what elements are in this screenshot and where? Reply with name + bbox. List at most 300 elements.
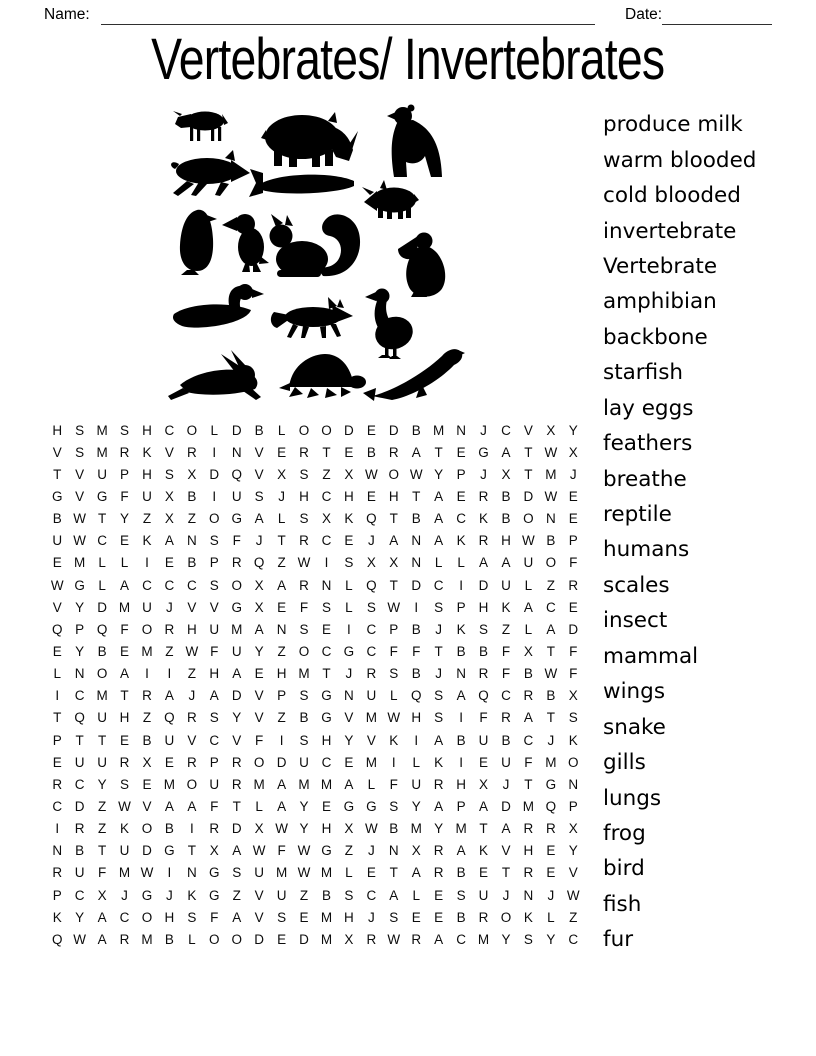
grid-letter: N [231,444,242,460]
word-list-item: invertebrate [603,218,737,244]
grid-letter: W [387,599,401,615]
grid-letter: T [389,865,398,881]
grid-letter: Y [568,843,578,859]
grid-letter: Z [165,643,174,659]
grid-letter: B [479,643,489,659]
grid-letter: K [434,754,444,770]
grid-letter: V [523,422,533,438]
grid-letter: A [120,666,130,682]
word-search-grid [46,419,585,950]
grid-letter: I [459,577,463,593]
grid-letter: I [212,488,217,504]
grid-letter: S [321,599,331,615]
grid-letter: W [409,466,423,482]
grid-letter: C [119,909,130,925]
grid-letter: M [118,865,131,881]
grid-letter: V [187,599,197,615]
grid-letter: I [279,732,284,748]
grid-letter: E [142,776,152,792]
grid-letter: R [411,931,422,947]
grid-letter: E [344,444,354,460]
grid-letter: A [434,511,444,527]
grid-letter: V [501,843,511,859]
word-list [603,107,756,958]
grid-letter: B [164,821,174,837]
grid-letter: I [167,865,172,881]
word-list-item: snake [603,714,666,740]
grid-letter: E [366,865,376,881]
grid-letter: F [277,843,286,859]
grid-letter: F [210,798,219,814]
grid-letter: P [568,533,578,549]
grid-letter: F [389,776,398,792]
grid-letter: E [321,798,331,814]
grid-letter: E [52,555,62,571]
grid-letter: L [188,931,196,947]
grid-letter: F [232,533,241,549]
grid-letter: U [142,599,152,615]
grid-letter: I [391,754,396,770]
grid-letter: F [501,643,511,659]
grid-letter: T [546,710,555,726]
grid-letter: S [164,466,174,482]
grid-letter: S [299,732,309,748]
grid-letter: M [141,643,153,659]
grid-letter: O [298,422,310,438]
grid-letter: I [212,444,217,460]
grid-letter: D [231,688,242,704]
grid-letter: A [389,887,399,903]
grid-letter: W [73,931,87,947]
grid-letter: E [277,599,287,615]
grid-letter: C [97,533,107,549]
grid-letter: Q [366,511,377,527]
grid-letter: Y [75,599,85,615]
grid-letter: A [501,555,511,571]
grid-letter: W [544,488,558,504]
grid-letter: T [322,666,331,682]
grid-letter: N [186,533,197,549]
grid-letter: R [478,909,489,925]
grid-letter: C [74,688,85,704]
grid-letter: F [120,621,129,637]
grid-letter: E [277,931,287,947]
grid-letter: H [523,843,534,859]
word-list-item: starfish [603,360,684,386]
grid-letter: U [97,466,107,482]
grid-letter: O [545,555,557,571]
grid-letter: U [97,710,107,726]
grid-letter: Q [96,621,108,637]
grid-letter: A [479,798,489,814]
grid-letter: A [434,732,444,748]
grid-letter: P [456,798,466,814]
grid-letter: F [524,754,533,770]
grid-letter: F [412,643,421,659]
grid-letter: S [344,555,354,571]
grid-letter: G [321,843,332,859]
grid-letter: T [75,732,84,748]
grid-letter: Y [120,511,130,527]
grid-letter: W [364,466,378,482]
grid-letter: J [480,422,487,438]
grid-letter: B [366,444,376,460]
grid-letter: Z [344,843,354,859]
grid-letter: T [546,643,555,659]
grid-letter: B [501,511,511,527]
grid-letter: H [478,599,489,615]
grid-letter: E [164,555,174,571]
grid-letter: Z [322,466,331,482]
grid-letter: Y [568,422,578,438]
grid-letter: A [501,444,511,460]
grid-letter: J [166,887,173,903]
grid-letter: O [298,643,310,659]
grid-letter: Y [299,821,309,837]
grid-letter: E [344,533,354,549]
grid-letter: K [187,887,197,903]
grid-letter: D [388,422,399,438]
grid-letter: R [186,710,197,726]
grid-letter: C [501,688,511,704]
grid-letter: G [96,488,108,504]
grid-letter: S [434,688,444,704]
grid-letter: M [231,621,243,637]
grid-letter: Q [164,710,175,726]
grid-letter: G [231,599,242,615]
grid-letter: B [456,732,466,748]
grid-letter: A [456,688,466,704]
grid-letter: K [479,511,489,527]
grid-letter: O [500,909,512,925]
grid-letter: O [231,577,242,593]
grid-letter: V [254,909,264,925]
grid-letter: T [232,798,241,814]
grid-letter: K [568,732,578,748]
word-list-item: breathe [603,466,687,492]
grid-letter: V [344,710,354,726]
grid-letter: N [388,843,399,859]
grid-letter: O [388,466,400,482]
turtle-icon [279,354,366,398]
grid-letter: X [479,776,489,792]
grid-letter: S [299,621,309,637]
grid-letter: F [569,666,578,682]
grid-letter: F [255,732,264,748]
grid-letter: O [523,511,534,527]
grid-letter: N [276,621,287,637]
grid-letter: X [568,444,578,460]
grid-letter: A [389,533,399,549]
grid-letter: R [231,776,242,792]
rhinoceros-icon [261,112,358,167]
grid-letter: W [185,643,199,659]
grid-letter: D [231,422,242,438]
grid-letter: T [434,643,443,659]
grid-letter: A [434,798,444,814]
grid-letter: S [389,666,399,682]
grid-letter: W [73,511,87,527]
grid-letter: E [568,488,578,504]
grid-letter: U [501,577,511,593]
grid-letter: O [141,821,153,837]
grid-letter: S [254,488,264,504]
grid-letter: T [412,488,421,504]
grid-letter: Z [142,511,152,527]
grid-letter: B [411,666,421,682]
grid-letter: B [411,511,421,527]
grid-letter: W [140,865,154,881]
grid-letter: J [255,533,263,549]
grid-letter: O [141,621,153,637]
grid-letter: W [387,710,401,726]
grid-letter: P [75,621,85,637]
grid-letter: G [343,798,355,814]
grid-letter: X [254,599,264,615]
grid-letter: C [366,621,377,637]
grid-letter: K [52,909,62,925]
grid-letter: Q [51,621,63,637]
grid-letter: M [545,754,557,770]
seal-icon [363,349,465,401]
grid-letter: M [477,931,490,947]
grid-letter: F [569,643,578,659]
grid-letter: T [524,444,533,460]
grid-letter: Y [75,909,85,925]
grid-letter: L [277,422,286,438]
date-blank-line [662,8,772,25]
grid-letter: F [569,555,578,571]
grid-letter: Z [299,887,309,903]
grid-letter: E [52,754,62,770]
grid-letter: V [254,887,264,903]
grid-letter: X [344,466,354,482]
grid-letter: V [254,710,264,726]
grid-letter: Z [97,821,107,837]
word-list-item: bird [603,856,645,882]
cow-icon [173,111,228,141]
word-list-item: scales [603,572,670,598]
grid-letter: H [411,710,422,726]
grid-letter: S [120,422,130,438]
grid-letter: D [142,843,152,859]
grid-letter: R [299,444,309,460]
grid-letter: Z [501,621,511,637]
grid-letter: I [414,599,419,615]
grid-letter: F [210,643,219,659]
grid-letter: V [52,599,62,615]
grid-letter: O [96,666,108,682]
grid-letter: A [277,798,287,814]
grid-letter: W [275,821,288,837]
grid-letter: L [345,577,353,593]
grid-letter: M [275,865,288,881]
grid-letter: A [97,931,107,947]
grid-letter: N [523,887,534,903]
grid-letter: Z [277,710,286,726]
grid-letter: P [456,599,466,615]
grid-letter: P [389,621,399,637]
grid-letter: P [456,466,466,482]
grid-letter: E [456,488,466,504]
grid-letter: W [297,555,311,571]
grid-letter: Y [501,931,511,947]
grid-letter: K [344,511,354,527]
animal-silhouettes-illustration [165,100,565,412]
grid-letter: E [164,754,174,770]
rhino-calf-icon [362,180,419,219]
grid-letter: E [254,666,264,682]
grid-letter: P [52,732,62,748]
grid-letter: W [73,533,87,549]
grid-letter: C [74,887,85,903]
grid-letter: D [231,821,242,837]
grid-letter: S [75,444,85,460]
grid-letter: A [254,621,264,637]
grid-letter: M [253,776,265,792]
grid-letter: V [75,488,85,504]
grid-letter: J [502,776,510,792]
grid-letter: I [347,621,351,637]
grid-letter: B [546,688,556,704]
grid-letter: X [254,577,264,593]
grid-letter: R [142,688,152,704]
swimming-duck-icon [173,284,264,328]
grid-letter: W [252,843,266,859]
name-label: Name: [44,6,90,23]
grid-letter: L [53,666,61,682]
grid-letter: E [568,511,578,527]
grid-letter: S [209,577,219,593]
grid-letter: V [187,732,197,748]
grid-letter: U [501,754,511,770]
grid-letter: L [524,621,533,637]
grid-letter: X [389,555,399,571]
boar-icon [171,150,250,196]
grid-letter: S [434,710,444,726]
grid-letter: Q [51,931,63,947]
grid-letter: B [546,533,556,549]
grid-letter: F [97,865,107,881]
grid-letter: V [209,599,219,615]
grid-letter: U [231,643,242,659]
grid-letter: I [324,555,329,571]
grid-letter: R [568,577,579,593]
grid-letter: R [478,533,489,549]
grid-letter: L [547,909,555,925]
grid-letter: V [254,444,264,460]
grid-letter: Z [97,798,107,814]
grid-letter: X [164,511,174,527]
grid-letter: E [479,865,489,881]
grid-letter: A [411,444,421,460]
grid-letter: J [166,599,173,615]
grid-letter: R [231,555,242,571]
grid-letter: D [568,621,579,637]
grid-letter: S [479,621,489,637]
grid-letter: D [74,798,85,814]
word-list-item: Vertebrate [603,253,718,279]
word-list-item: produce milk [603,112,743,138]
grid-letter: S [389,909,399,925]
grid-letter: S [299,511,309,527]
grid-letter: Y [434,821,444,837]
grid-letter: N [411,555,422,571]
grid-letter: X [209,843,219,859]
grid-letter: M [365,710,377,726]
grid-letter: U [74,754,85,770]
grid-letter: W [387,931,401,947]
grid-letter: J [121,887,128,903]
grid-letter: N [344,688,354,704]
grid-letter: L [210,422,219,438]
grid-letter: A [277,577,287,593]
grid-letter: F [210,909,219,925]
grid-letter: B [523,666,533,682]
grid-letter: E [546,843,556,859]
grid-letter: X [411,843,421,859]
word-list-item: cold blooded [603,183,741,209]
grid-letter: F [479,710,488,726]
grid-letter: M [96,444,108,460]
grid-letter: Y [434,466,444,482]
grid-letter: T [53,710,62,726]
grid-letter: M [455,821,467,837]
grid-letter: J [188,688,196,704]
grid-letter: R [523,821,534,837]
grid-letter: H [344,909,354,925]
grid-letter: X [321,511,331,527]
grid-letter: P [120,466,130,482]
grid-letter: A [164,533,174,549]
grid-letter: G [74,577,85,593]
word-list-item: warm blooded [603,147,757,173]
grid-letter: U [74,865,85,881]
grid-letter: U [523,555,534,571]
grid-letter: G [51,488,63,504]
grid-letter: R [164,621,175,637]
grid-letter: K [142,444,152,460]
grid-letter: P [209,555,219,571]
grid-letter: M [320,909,333,925]
grid-letter: R [119,754,130,770]
grid-letter: M [74,555,86,571]
grid-letter: B [501,732,511,748]
word-list-item: mammal [603,643,699,669]
grid-letter: M [320,776,333,792]
grid-letter: X [344,931,354,947]
grid-letter: Z [277,555,286,571]
grid-letter: N [52,843,63,859]
grid-letter: C [321,643,332,659]
grid-letter: N [568,776,579,792]
word-list-item: insect [603,608,668,634]
grid-letter: T [524,466,533,482]
grid-letter: S [209,710,219,726]
grid-letter: S [299,688,309,704]
grid-letter: J [547,887,555,903]
grid-letter: C [321,754,332,770]
grid-letter: R [478,488,489,504]
grid-letter: O [568,754,579,770]
grid-letter: C [433,577,444,593]
grid-letter: C [321,488,332,504]
grid-letter: Z [277,643,286,659]
grid-letter: Y [75,643,85,659]
grid-letter: E [277,444,287,460]
grid-letter: T [389,511,398,527]
grid-letter: D [411,577,422,593]
